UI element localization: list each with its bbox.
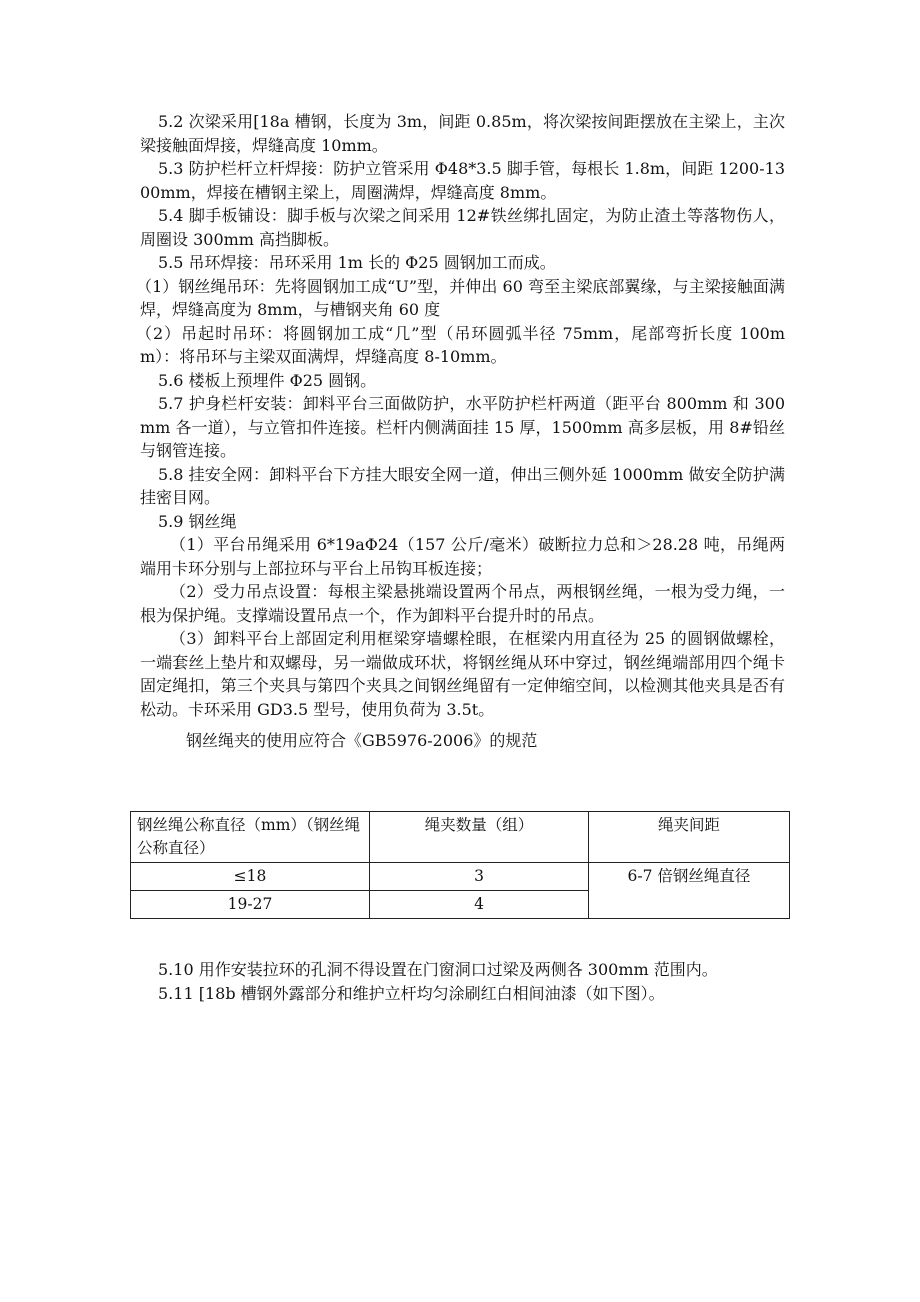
paragraph-5-5-1: （1）钢丝绳吊环：先将圆钢加工成“U”型，并伸出 60 弯至主梁底部翼缘，与主梁接触面满焊，焊缝高度为 8mm，与槽钢夹角 60 度 (136, 276, 785, 319)
paragraph-5-2: 5.2 次梁采用[18a 槽钢，长度为 3m，间距 0.85m，将次梁按间距摆放在主梁上，主次梁接触面焊接，焊缝高度 10mm。 (140, 112, 785, 155)
table-row (131, 863, 790, 891)
paragraph-5-6: 5.6 楼板上预埋件 Φ25 圆钢。 (158, 370, 377, 390)
paragraph-5-8: 5.8 挂安全网：卸料平台下方挂大眼安全网一道，伸出三侧外延 1000mm 做安全防护满挂密目网。 (140, 464, 785, 507)
paragraph-5-9: 5.9 钢丝绳 (158, 511, 237, 531)
paragraph-5-3: 5.3 防护栏杆立杆焊接：防护立管采用 Φ48*3.5 脚手管，每根长 1.8m，间距 1200-1300mm，焊接在槽钢主梁上，周圈满焊，焊缝高度 8mm。 (140, 159, 785, 202)
paragraph-5-5-2: （2）吊起时吊环：将圆钢加工成“几”型（吊环圆弧半径 75mm，尾部弯折长度 100mm）：将吊环与主梁双面满焊，焊缝高度 8-10mm。 (136, 323, 785, 366)
cell-diameter: 19-27 (131, 891, 370, 919)
cell-count: 4 (370, 891, 589, 919)
paragraph-5-10: 5.10 用作安装拉环的孔洞不得设置在门窗洞口过梁及两侧各 300mm 范围内。 (158, 960, 718, 979)
header-clamp-count: 绳夹数量（组） (370, 812, 589, 863)
table-caption: 钢丝绳夹的使用应符合《GB5976-2006》的规范 (186, 731, 538, 750)
paragraph-5-4: 5.4 脚手板铺设：脚手板与次梁之间采用 12#铁丝绑扎固定，为防止渣土等落物伤人，周圈设 300mm 高挡脚板。 (140, 206, 785, 249)
cell-diameter: ≤18 (131, 863, 370, 891)
table-header-row (131, 812, 790, 863)
cell-count: 3 (370, 863, 589, 891)
header-clamp-spacing: 绳夹间距 (589, 812, 790, 863)
cell-spacing: 6-7 倍钢丝绳直径 (589, 863, 790, 919)
paragraph-5-9-2: （2）受力吊点设置：每根主梁悬挑端设置两个吊点，两根钢丝绳，一根为受力绳，一根为保护绳。支撑端设置吊点一个，作为卸料平台提升时的吊点。 (140, 582, 785, 625)
document-footer-section (140, 958, 800, 1005)
paragraph-5-9-1: （1）平台吊绳采用 6*19aΦ24（157 公斤/毫米）破断拉力总和＞28.28 吨，吊绳两端用卡环分别与上部拉环与平台上吊钩耳板连接； (140, 535, 785, 578)
document-body (136, 110, 785, 753)
paragraph-5-5: 5.5 吊环焊接：吊环采用 1m 长的 Φ25 圆钢加工而成。 (158, 253, 556, 272)
wire-rope-clamp-table (130, 811, 790, 919)
paragraph-5-9-3: （3）卸料平台上部固定利用框梁穿墙螺栓眼，在框梁内用直径为 25 的圆钢做螺栓，一端套丝上垫片和双螺母，另一端做成环状，将钢丝绳从环中穿过，钢丝绳端部用四个绳卡固定绳扣，第三个夹具与第四个夹具之间钢丝绳留有一定伸缩空间，以检测其他夹具是否有松动。卡环采用 GD3.5 型号，使用负荷为 3.5t。 (140, 629, 785, 719)
paragraph-5-7: 5.7 护身栏杆安装：卸料平台三面做防护，水平防护栏杆两道（距平台 800mm 和 300mm 各一道），与立管扣件连接。栏杆内侧满面挂 15 厚，1500mm 高多层板，用 8#铅丝与钢管连接。 (140, 394, 785, 460)
header-diameter: 钢丝绳公称直径（mm）（钢丝绳公称直径） (131, 812, 370, 863)
paragraph-5-11: 5.11 [18b 槽钢外露部分和维护立杆均匀涂刷红白相间油漆（如下图）。 (158, 983, 665, 1003)
